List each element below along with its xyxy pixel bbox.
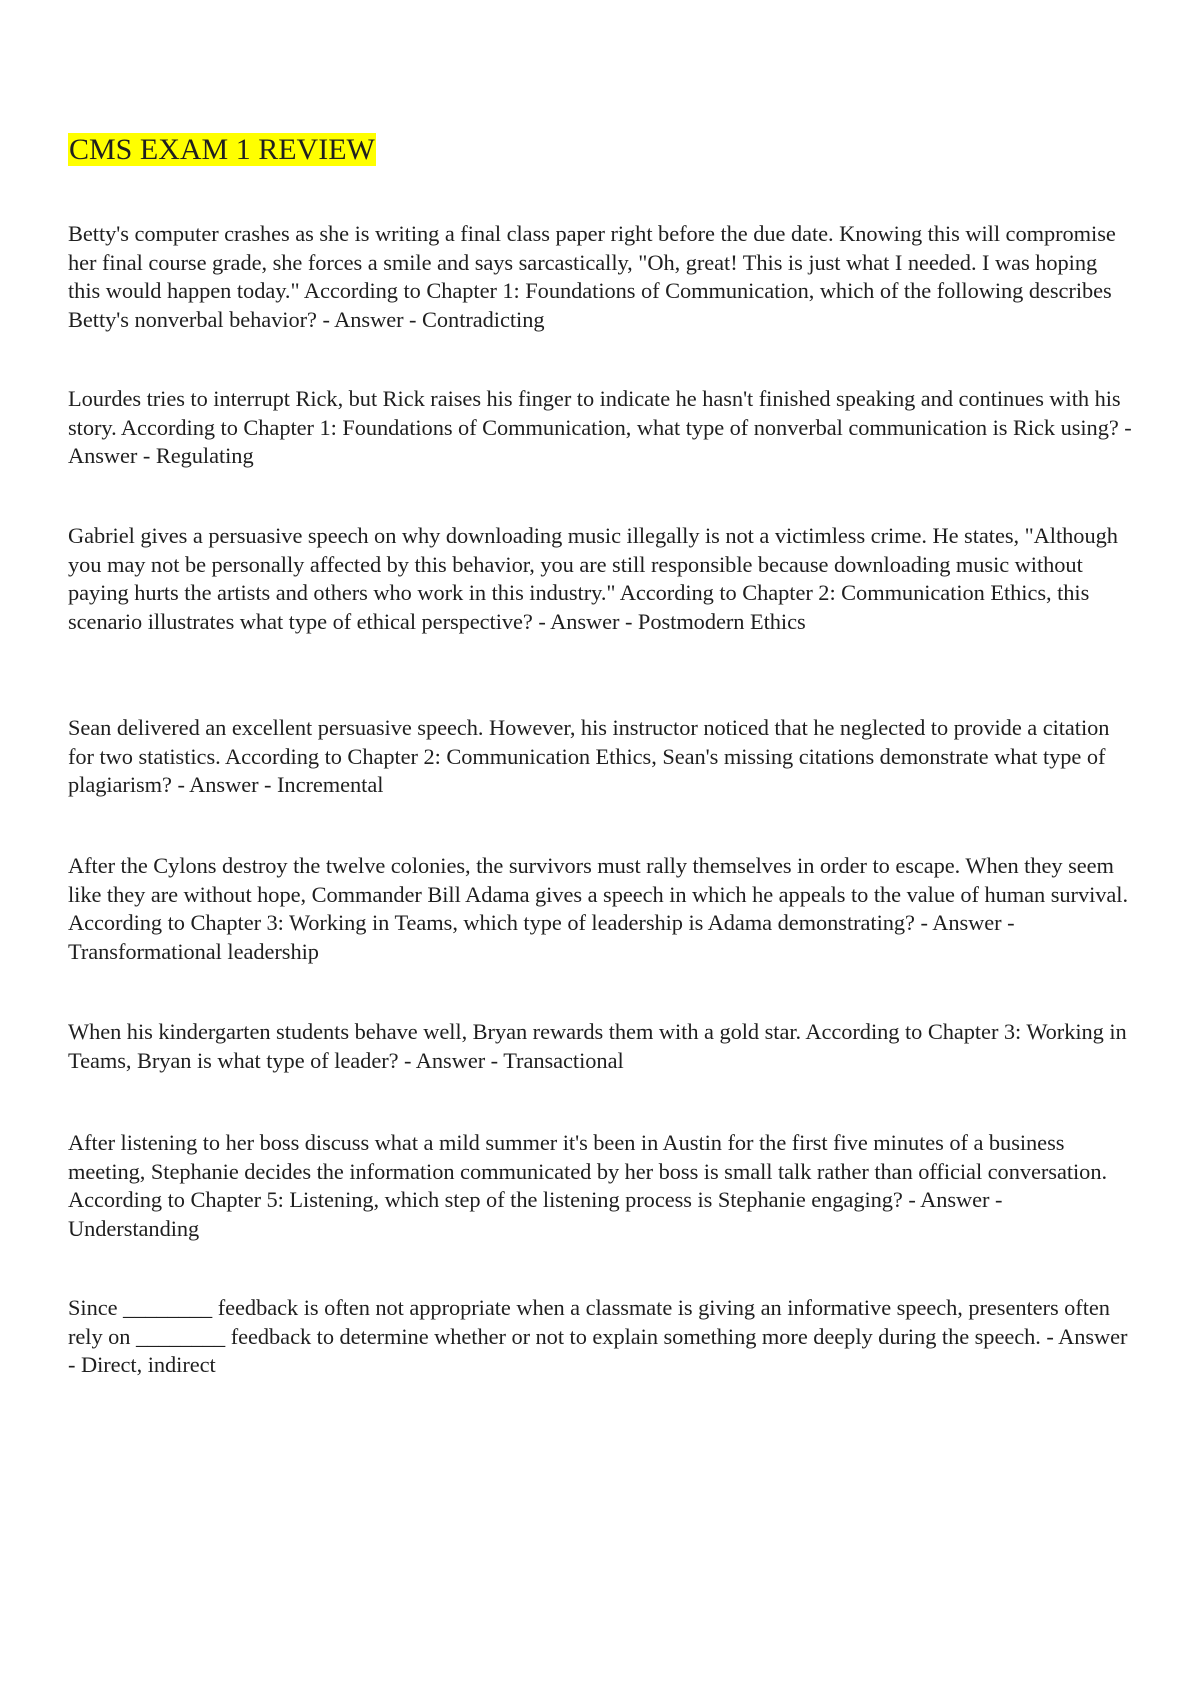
qa-item-1: Betty's computer crashes as she is writing a final class paper right before the due date. Knowing this will compromise her final course grade, she forces a smile and says sarcastically, "Oh, great! This is just what I needed. I was hoping this would happen today." According to Chapter 1: Foundations of Communication, which of the following describes Betty's nonverbal behavior? - Answer - Contradicting [68, 221, 1116, 332]
qa-item-2: Lourdes tries to interrupt Rick, but Rick raises his finger to indicate he hasn't finished speaking and continues with his story. According to Chapter 1: Foundations of Communication, what type of nonverbal communication is Rick using? - Answer - Regulating [68, 386, 1132, 469]
qa-item-3: Gabriel gives a persuasive speech on why downloading music illegally is not a victimless crime. He states, "Although you may not be personally affected by this behavior, you are still responsible because downloading music without paying hurts the artists and others who work in this industry." According to Chapter 2: Communication Ethics, this scenario illustrates what type of ethical perspective? - Answer - Postmodern Ethics [68, 523, 1118, 634]
document-title [68, 132, 376, 168]
qa-item-8: Since ________ feedback is often not appropriate when a classmate is giving an informative speech, presenters often rely on ________ feedback to determine whether or not to explain something more deeply during the speech. - Answer - Direct, indirect [68, 1295, 1128, 1378]
qa-item-6: When his kindergarten students behave well, Bryan rewards them with a gold star. According to Chapter 3: Working in Teams, Bryan is what type of leader? - Answer - Transactional [68, 1019, 1127, 1073]
qa-item-5: After the Cylons destroy the twelve colonies, the survivors must rally themselves in order to escape. When they seem like they are without hope, Commander Bill Adama gives a speech in which he appeals to the value of human survival. According to Chapter 3: Working in Teams, which type of leadership is Adama demonstrating? - Answer - Transformational leadership [68, 853, 1129, 964]
qa-item-4: Sean delivered an excellent persuasive speech. However, his instructor noticed that he neglected to provide a citation for two statistics. According to Chapter 2: Communication Ethics, Sean's missing citations demonstrate what type of plagiarism? - Answer - Incremental [68, 715, 1110, 798]
title-highlight: CMS EXAM 1 REVIEW [69, 133, 375, 166]
qa-item-7: After listening to her boss discuss what a mild summer it's been in Austin for the first five minutes of a business meeting, Stephanie decides the information communicated by her boss is small talk rather than official conversation. According to Chapter 5: Listening, which step of the listening process is Stephanie engaging? - Answer - Understanding [68, 1130, 1108, 1241]
